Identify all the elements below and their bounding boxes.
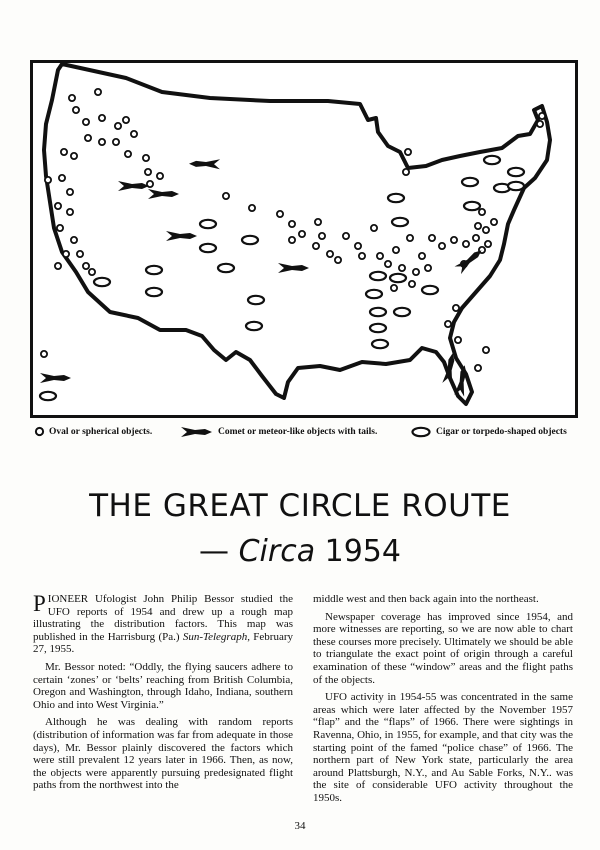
oval-marker: [429, 235, 435, 241]
legend-oval-label: Oval or spherical objects.: [49, 426, 153, 437]
oval-marker: [491, 219, 497, 225]
oval-marker: [89, 269, 95, 275]
article-subtitle: [0, 534, 600, 569]
oval-marker: [451, 237, 457, 243]
cigar-marker: [462, 178, 478, 186]
oval-marker: [377, 253, 383, 259]
oval-marker: [63, 251, 69, 257]
us-map-figure: [30, 60, 578, 418]
oval-marker: [327, 251, 333, 257]
oval-marker: [453, 305, 459, 311]
oval-marker: [409, 281, 415, 287]
oval-marker: [131, 131, 137, 137]
oval-marker: [71, 237, 77, 243]
oval-marker: [407, 235, 413, 241]
oval-marker: [315, 219, 321, 225]
legend-cigar: [410, 426, 567, 438]
oval-marker: [405, 149, 411, 155]
oval-marker: [277, 211, 283, 217]
oval-marker: [45, 177, 51, 183]
oval-marker: [359, 253, 365, 259]
oval-marker: [249, 205, 255, 211]
oval-marker: [485, 241, 491, 247]
oval-marker: [289, 237, 295, 243]
oval-marker: [425, 265, 431, 271]
article-column-right: [313, 593, 573, 810]
oval-marker: [483, 227, 489, 233]
oval-marker: [391, 285, 397, 291]
cigar-marker: [464, 202, 480, 210]
oval-marker: [223, 193, 229, 199]
oval-marker: [475, 365, 481, 371]
oval-marker: [355, 243, 361, 249]
cigar-marker: [146, 266, 162, 274]
oval-marker: [455, 337, 461, 343]
article-body: [33, 593, 573, 810]
legend-comet: [180, 426, 377, 438]
cigar-marker: [508, 168, 524, 176]
cigar-marker: [372, 340, 388, 348]
oval-marker: [61, 149, 67, 155]
oval-marker: [393, 247, 399, 253]
paragraph-1: [33, 593, 293, 656]
legend-comet-label: Comet or meteor-like objects with tails.: [218, 427, 378, 437]
oval-marker: [83, 119, 89, 125]
comet-marker-icon: [180, 426, 214, 438]
oval-marker: [145, 169, 151, 175]
oval-marker: [439, 243, 445, 249]
cigar-marker: [422, 286, 438, 294]
oval-marker: [473, 235, 479, 241]
oval-marker: [95, 89, 101, 95]
oval-marker: [413, 269, 419, 275]
oval-marker: [343, 233, 349, 239]
cigar-marker: [394, 308, 410, 316]
article-title: THE GREAT CIRCLE ROUTE: [89, 488, 511, 524]
cigar-marker: [218, 264, 234, 272]
oval-marker: [113, 139, 119, 145]
oval-marker: [99, 115, 105, 121]
oval-marker: [445, 321, 451, 327]
oval-marker: [77, 251, 83, 257]
cigar-marker: [388, 194, 404, 202]
oval-marker: [319, 233, 325, 239]
oval-marker: [313, 243, 319, 249]
paragraph-4: Newspaper coverage has improved since 1954, and more witnesses are reporting, so we are now able to chart these courses more precisely. Ultimately we should be able to triangulate the exact point of origin through a careful examination of these “window” areas and the flight paths of the objects.: [313, 610, 573, 686]
oval-marker: [57, 225, 63, 231]
subtitle-dash: —: [199, 534, 239, 569]
paragraph-2: Mr. Bessor noted: “Oddly, the flying saucers adhere to certain ‘zones’ or ‘belts’ reaching from British Columbia, Oregon and Washington, through Idaho, Indiana, southern Ohio and into West Virginia.”: [33, 660, 293, 711]
oval-marker: [83, 263, 89, 269]
cigar-marker: [366, 290, 382, 298]
oval-marker: [479, 209, 485, 215]
oval-marker: [335, 257, 341, 263]
oval-marker: [537, 121, 543, 127]
paragraph-5: UFO activity in 1954-55 was concentrated in the same areas which were later affected by the November 1957 “flap” and the “flaps” of 1966. There were sightings in Ravenna, Ohio, in 1955, for example, and that city was the starting point of the famed “police chase” of 1966. The northern part of New York state, particularly the area around Plattsburgh, N.Y., and Au Sable Forks, N.Y.. was the site of considerable UFO activity throughout the 1950s.: [313, 691, 573, 804]
ufo-sightings-map: [30, 60, 578, 418]
legend-oval: [34, 426, 152, 437]
legend-cigar-label: Cigar or torpedo-shaped objects: [436, 427, 567, 437]
cigar-marker: [392, 218, 408, 226]
map-frame: [32, 62, 577, 417]
drop-cap: P: [33, 591, 46, 616]
oval-marker: [399, 265, 405, 271]
paragraph-3-continued: middle west and then back again into the northeast.: [313, 593, 539, 605]
cigar-marker: [370, 324, 386, 332]
oval-marker: [59, 175, 65, 181]
oval-marker: [85, 135, 91, 141]
oval-marker: [539, 113, 545, 119]
oval-marker: [67, 189, 73, 195]
oval-marker: [463, 241, 469, 247]
cigar-marker: [390, 274, 406, 282]
oval-marker: [371, 225, 377, 231]
oval-marker: [123, 117, 129, 123]
oval-marker: [73, 107, 79, 113]
paragraph-1-end: , February 27, 1955.: [33, 630, 293, 656]
cigar-marker: [40, 392, 56, 400]
cigar-marker: [370, 308, 386, 316]
cigar-marker: [508, 182, 524, 190]
subtitle-circa: Circa: [238, 534, 316, 569]
oval-marker: [55, 263, 61, 269]
cigar-marker: [146, 288, 162, 296]
oval-marker: [157, 173, 163, 179]
oval-marker: [403, 169, 409, 175]
oval-marker: [385, 261, 391, 267]
oval-marker: [299, 231, 305, 237]
oval-marker-icon: [34, 426, 45, 437]
oval-marker: [41, 351, 47, 357]
cigar-marker: [200, 244, 216, 252]
paragraph-3: Although he was dealing with random reports (distribution of information was far from adequate in those days), Mr. Bessor plainly discovered the factors which were still prevalent 12 years later in 1966. Then, as now, the objects were apparently pursuing predesignated flight paths from the northwest into the: [33, 716, 293, 792]
oval-marker: [143, 155, 149, 161]
cigar-marker: [246, 322, 262, 330]
article-column-left: [33, 593, 293, 810]
oval-marker: [289, 221, 295, 227]
cigar-marker-icon: [410, 426, 432, 438]
cigar-marker: [200, 220, 216, 228]
cigar-marker: [248, 296, 264, 304]
oval-marker: [71, 153, 77, 159]
newspaper-name: Sun-Telegraph: [182, 630, 248, 643]
oval-marker: [475, 223, 481, 229]
oval-marker: [125, 151, 131, 157]
oval-marker: [99, 139, 105, 145]
cigar-marker: [370, 272, 386, 280]
oval-marker: [115, 123, 121, 129]
map-legend: [30, 426, 578, 442]
oval-marker: [55, 203, 61, 209]
cigar-marker: [94, 278, 110, 286]
cigar-marker: [484, 156, 500, 164]
subtitle-year: 1954: [315, 534, 401, 569]
oval-marker: [419, 253, 425, 259]
oval-marker: [483, 347, 489, 353]
oval-marker: [67, 209, 73, 215]
page-number: 34: [294, 820, 306, 832]
oval-marker: [69, 95, 75, 101]
paragraph-1-text: IONEER Ufologist John Philip Bessor studied the UFO reports of 1954 and drew up a rough map illustrating the distribution factors. This map was published in the Harrisburg (Pa.): [33, 593, 293, 643]
cigar-marker: [242, 236, 258, 244]
